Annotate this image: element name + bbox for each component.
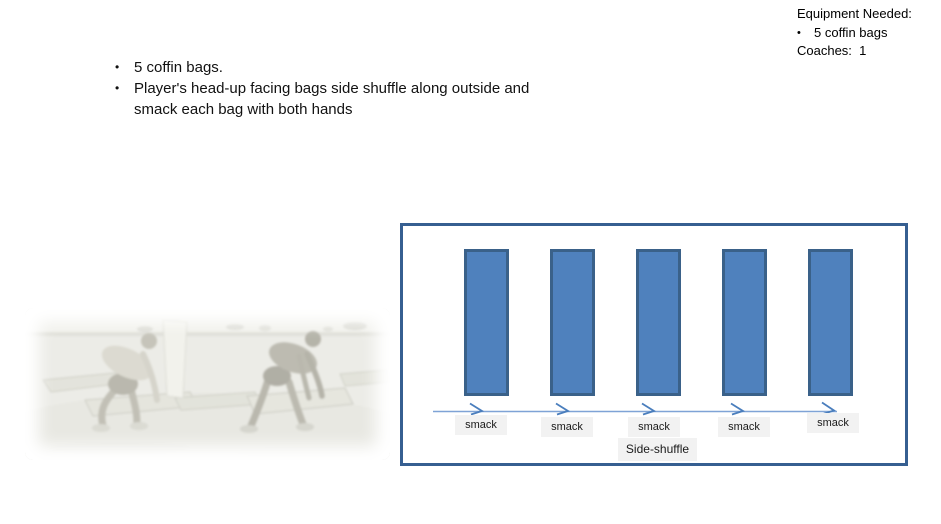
practice-photo-illustration	[25, 308, 390, 460]
list-item	[115, 78, 553, 120]
coaches-label: Coaches: 1	[797, 43, 867, 58]
smack-label: smack	[455, 415, 507, 435]
instruction-text: 5 coffin bags.	[134, 59, 223, 76]
equipment-title: Equipment Needed:	[797, 6, 912, 21]
smack-label: smack	[807, 413, 859, 433]
bullet-marker: •	[115, 81, 120, 95]
arrow-chevrons	[470, 403, 834, 415]
equipment-bullet-item	[797, 24, 937, 43]
equipment-item-text: 5 coffin bags	[814, 24, 888, 40]
equipment-panel	[797, 5, 937, 61]
list-item	[115, 57, 553, 78]
instructions-list	[115, 57, 553, 120]
instruction-text: Player's head-up facing bags side shuffle along outside and smack each bag with both hands	[134, 80, 530, 118]
side-shuffle-label: Side-shuffle	[618, 438, 697, 461]
bullet-marker: •	[115, 60, 120, 74]
smack-label: smack	[718, 417, 770, 437]
photo-flag	[163, 320, 187, 398]
bullet-marker: •	[797, 26, 801, 39]
smack-label: smack	[541, 417, 593, 437]
practice-photo	[25, 308, 390, 460]
smack-label: smack	[628, 417, 680, 437]
drill-diagram-frame	[400, 223, 908, 466]
